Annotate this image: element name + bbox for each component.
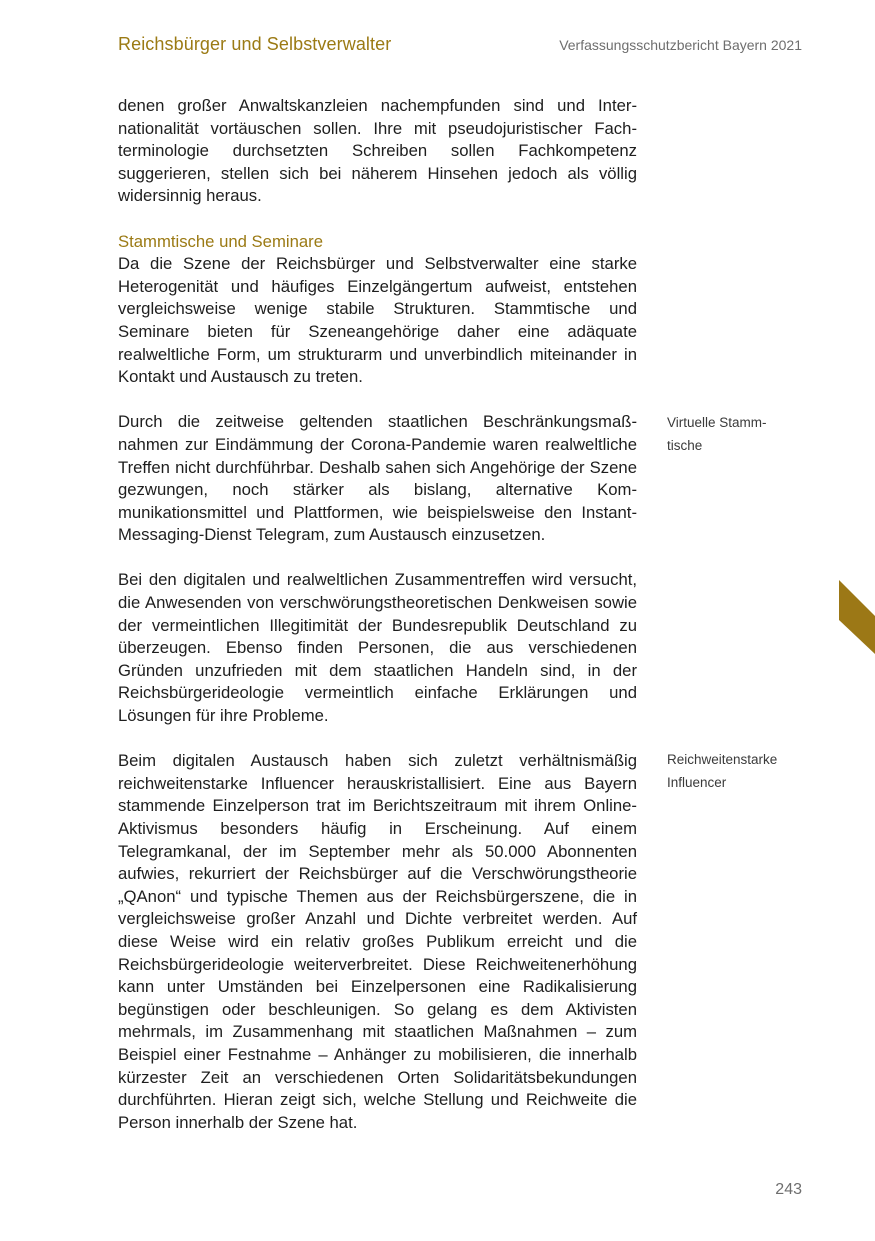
margin-note-influencer-line-2: Influencer [667,774,727,790]
paragraph-5: Beim digitalen Austausch haben sich zuletzt verhältnismäßig reichweitenstarke Influencer herauskristallisiert. Eine aus Bayern stammende Einzelperson trat im Berichtszeitraum mit ihrem Online-Aktivismus besonders häufig in Erscheinung. Auf einem Telegramkanal, der im September mehr als 50.000 Abonnenten aufwies, rekurriert der Reichsbürger auf die Verschwörungstheorie „QAnon“ und typische Themen aus der Reichsbürgerszene, die in vergleichsweise großer Anzahl und Dichte verbreitet werden. Auf diese Weise wird ein relativ großes Publikum erreicht und die Reichsbürgerideologie weiterverbreitet. Diese Reichweitenerhöhung kann unter Umständen bei Einzelpersonen eine Radikalisierung begünstigen oder beschleunigen. So gelang es dem Aktivisten mehrmals, im Zusammenhang mit staatlichen Maßnahmen – zum Beispiel einer Festnahme – Anhänger zu mobilisieren, die innerhalb kürzester Zeit an verschiedenen Orten Solidaritätsbekundungen durchführten. Hieran zeigt sich, welche Stellung und Reichweite die Person innerhalb der Szene hat. [118,751,637,1132]
paragraph-4: Bei den digitalen und realweltlichen Zusammentreffen wird versucht, die Anwesenden von verschwörungstheoretischen Denkweisen sowie der vermeintlichen Illegitimität der Bundesrepublik Deutschland zu überzeugen. Ebenso finden Personen, die aus verschiedenen Gründen unzufrieden mit dem staatlichen Handeln sind, in der Reichsbürgerideologie vermeintlich einfache Erklärungen und Lösungen für ihre Probleme. [118,570,637,726]
subheading-stammtische: Stammtische und Seminare [118,231,323,251]
page-number: 243 [775,1181,802,1198]
chapter-title: Reichsbürger und Selbstverwalter [118,34,392,54]
chapter-tab-shape [839,580,875,654]
paragraph-2: Da die Szene der Reichsbürger und Selbstverwalter eine starke Heterogenität und häufiges Einzelgängertum aufweist, entstehen vergleichsweise wenige stabile Strukturen. Stammtische und Seminare bieten für Szeneangehörige daher eine adäquate realweltliche Form, um strukturarm und unverbindlich miteinander in Kontakt und Austausch zu treten. [118,254,637,387]
paragraph-3: Durch die zeitweise geltenden staatlichen Beschränkungsmaßnahmen zur Eindämmung der Corona-Pandemie waren realweltliche Treffen nicht durchführbar. Deshalb sahen sich Angehörige der Szene gezwungen, noch stärker als bislang, alternative Kommunikationsmittel und Plattformen, wie beispielsweise den Instant-Messaging-Dienst Telegram, zum Austausch einzusetzen. [118,412,637,545]
report-title: Verfassungsschutzbericht Bayern 2021 [559,37,802,53]
main-text-column [118,95,637,1134]
margin-note-influencer-line-1: Reichweitenstarke [667,752,778,767]
margin-note-line-2: tische [667,437,703,453]
margin-note-virtuelle-stammtische [667,412,807,457]
margin-note-line-1: Virtuelle Stamm- [667,415,767,430]
paragraph-1: denen großer Anwaltskanzleien nachempfunden sind und Internationalität vortäuschen sollen. Ihre mit pseudojuristischer Fachterminologie durchsetzten Schreiben sollen Fachkompetenz suggerieren, stellen sich bei näherem Hinsehen jedoch als völlig widersinnig heraus. [118,96,637,206]
chapter-tab-marker [839,580,875,654]
margin-note-influencer [667,749,807,794]
